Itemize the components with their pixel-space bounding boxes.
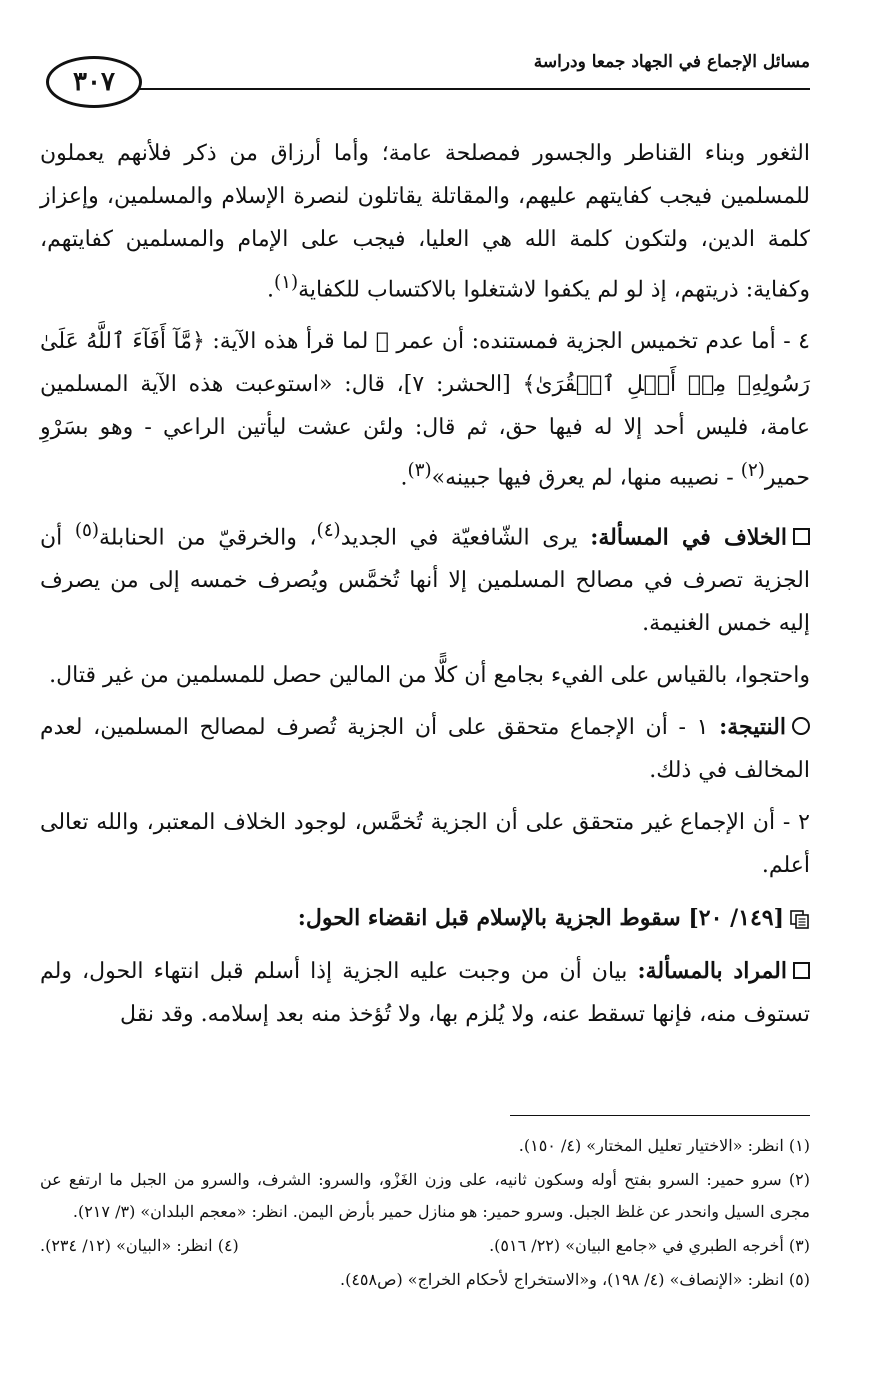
disagreement-label: الخلاف في المسألة:: [590, 523, 787, 550]
section-heading: [40, 897, 810, 940]
paragraph-text: ١ - أن الإجماع متحقق على أن الجزية تُصرف لمصالح المسلمين، لعدم المخالف في ذلك.: [40, 714, 810, 783]
square-bullet-icon: [793, 528, 810, 545]
paragraph-text: يرى الشّافعيّة في الجديد: [340, 524, 591, 550]
paragraph-result-2: [40, 801, 810, 887]
paragraph-text: بيان أن من وجبت عليه الجزية إذا أسلم قبل انتهاء الحول، ولم تستوف منه، فإنها تسقط عنه، ولا يُلزم بها، ولا تُؤخذ منه بعد إسلامه. وقد نقل: [40, 958, 810, 1027]
paragraph-text: الثغور وبناء القناطر والجسور فمصلحة عامة؛ وأما أرزاق من ذكر فلأنهم يعملون للمسلمين فيجب كفايتهم عليهم، والمقاتلة يقاتلون لنصرة الإسلام والمسلمين، وإعزاز كلمة الدين، ولتكون كلمة الله هي العليا، فيجب على الإمام والمسلمين كفايتهم، وكفاية: ذريتهم، إذ لو لم يكفوا لاشتغلوا بالاكتساب للكفاية: [40, 141, 810, 303]
paragraph-text: أن الجزية تصرف في مصالح المسلمين إلا أنها تُخمَّس ويُصرف خمسه إلى من يصرف إليه خمس الغنيمة.: [40, 524, 810, 636]
paragraph-text: ٤ - أما عدم تخميس الجزية فمستنده: أن عمر ﵁ لما قرأ هذه الآية: ﴿مَّآ أَفَآءَ ٱللَّهُ عَلَىٰ رَسُولِهِۦ مِنۡ أَهۡلِ ٱلۡقُرَىٰ﴾ [الحشر: ٧]، قال: «استوعبت هذه الآية المسلمين عامة، فليس أحد إلا له فيها حق، ثم قال: ولئن عشت ليأتين الراعي - وهو بسَرْوِ حمير: [40, 329, 810, 491]
paragraph-1: الثغور وبناء القناطر والجسور فمصلحة عامة؛ وأما أرزاق من ذكر فلأنهم يعملون للمسلمين فيجب كفايتهم عليهم، والمقاتلة يقاتلون لنصرة الإسلام والمسلمين، وإعزاز كلمة الدين، ولتكون كلمة الله هي العليا، فيجب على الإمام والمسلمين كفايتهم، وكفاية: ذريتهم، إذ لو لم يكفوا لاشتغلوا بالاكتساب للكفاية$^{(١)}$.: [40, 141, 810, 303]
paragraph-text: - نصيبه منها، لم يعرق فيها جبينه»: [431, 465, 741, 491]
circle-bullet-icon: [792, 717, 810, 735]
footnotes: [40, 1130, 810, 1298]
footnote-2: (٢) سرو حمير: السرو بفتح أوله وسكون ثانيه، على وزن الغَزْو، والسرو: الشرف، والسرو من الجبل ما ارتفع عن مجرى السيل وانحدر عن غلظ الجبل. وسرو حمير: هو منازل حمير بأرض اليمن. انظر: «معجم البلدان» (٣/ ٢١٧).: [40, 1170, 810, 1221]
paragraph-result: [40, 706, 810, 792]
footnote-ref-3: (٣): [407, 460, 432, 482]
paragraph-argument: [40, 654, 810, 697]
main-text: [40, 132, 810, 1045]
footnote-ref-1: (١): [273, 272, 299, 293]
footnote-ref-4: (٤): [316, 519, 341, 541]
paragraph-2: ٤ - أما عدم تخميس الجزية فمستنده: أن عمر ﵁ لما قرأ هذه الآية: ﴿مَّآ أَفَآءَ ٱللَّهُ عَلَىٰ رَسُولِهِۦ مِنۡ أَهۡلِ ٱلۡقُرَىٰ﴾ [الحشر: ٧]، قال: «استوعبت هذه الآية المسلمين عامة، فليس أحد إلا له فيها حق، ثم قال: ولئن عشت ليأتين الراعي - وهو بسَرْوِ حمير$^{(٢)}$ - نصيبه منها، لم يعرق فيها جبينه»$^{(٣)}$.: [40, 329, 810, 491]
paragraph-text: واحتجوا، بالقياس على الفيء بجامع أن كلًّا من المالين حصل للمسلمين من غير قتال.: [49, 662, 810, 688]
section-heading-text: [١٤٩/ ٢٠] سقوط الجزية بالإسلام قبل انقضاء الحول:: [297, 904, 784, 931]
footnote-1: (١) انظر: «الاختيار تعليل المختار» (٤/ ١٥٠).: [518, 1136, 810, 1155]
intended-label: المراد بالمسألة:: [637, 957, 788, 984]
footnote-row: [40, 1230, 810, 1262]
footnote-separator: [510, 1115, 810, 1116]
paragraph-text: ، والخرقيّ من الحنابلة: [99, 524, 317, 550]
running-title: مسائل الإجماع في الجهاد جمعا ودراسة: [533, 52, 810, 72]
paragraph-intended: [40, 950, 810, 1036]
copy-icon: [790, 910, 810, 930]
footnote-ref-2: (٢): [740, 460, 765, 482]
paragraph-text: ٢ - أن الإجماع غير متحقق على أن الجزية تُخمَّس، لوجود الخلاف المعتبر، والله تعالى أعلم.: [40, 809, 810, 878]
page-number: ٣٠٧: [46, 56, 142, 108]
header-rule: [98, 88, 810, 90]
result-label: النتيجة:: [719, 713, 786, 740]
page-header: [40, 44, 810, 108]
square-bullet-icon: [793, 962, 810, 979]
footnote-3: (٣) أخرجه الطبري في «جامع البيان» (٢٢/ ٥١٦).: [489, 1236, 810, 1255]
footnote-ref-5: (٥): [74, 519, 100, 541]
footnote-5: (٥) انظر: «الإنصاف» (٤/ ١٩٨)، و«الاستخراج لأحكام الخراج» (ص٤٥٨).: [340, 1270, 810, 1289]
paragraph-disagreement: [40, 509, 810, 645]
footnote-4: (٤) انظر: «البيان» (١٢/ ٢٣٤).: [40, 1236, 239, 1255]
